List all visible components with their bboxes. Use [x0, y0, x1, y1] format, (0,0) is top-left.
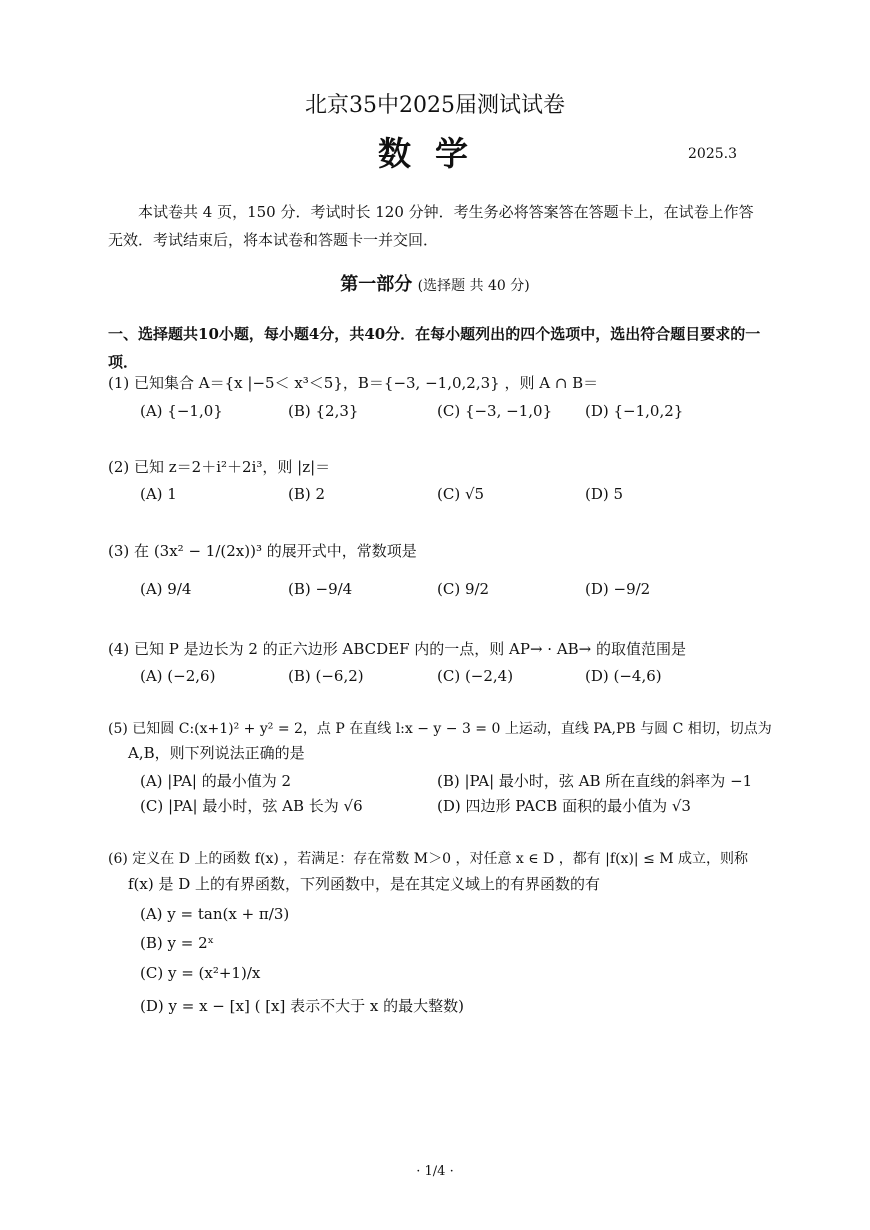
exam-date: 2025.3	[688, 146, 737, 162]
question-4-option-c: (C) (−2,4)	[437, 667, 514, 685]
question-5-option-c: (C) |PA| 最小时，弦 AB 长为 √6	[140, 797, 363, 815]
question-5-option-a: (A) |PA| 的最小值为 2	[140, 772, 292, 790]
part-title: 第一部分	[340, 274, 413, 295]
question-3-option-a: (A) 9/4	[140, 580, 192, 598]
question-2-option-d: (D) 5	[585, 485, 624, 503]
question-1-option-a: (A) {−1,0}	[140, 402, 223, 420]
question-4-option-d: (D) (−4,6)	[585, 667, 662, 685]
question-1-option-d: (D) {−1,0,2}	[585, 402, 684, 420]
question-1-option-b: (B) {2,3}	[288, 402, 359, 420]
question-2-option-b: (B) 2	[288, 485, 326, 503]
question-3-stem-prefix: (3) 在	[108, 542, 150, 560]
question-2-stem: (2) 已知 z＝2＋i²＋2i³，则 |z|＝	[108, 458, 331, 476]
question-3-option-b: (B) −9/4	[288, 580, 353, 598]
question-5-stem-line-1: (5) 已知圆 C:(x+1)² + y² = 2，点 P 在直线 l:x − y − 3 = 0 上运动，直线 PA,PB 与圆 C 相切，切点为	[108, 721, 772, 737]
question-5-stem-line-2: A,B，则下列说法正确的是	[128, 744, 305, 762]
question-3-stem-suffix: 的展开式中，常数项是	[266, 542, 417, 560]
part-heading	[0, 270, 870, 296]
question-3-expression: (3x² − 1/(2x))³	[153, 542, 262, 560]
question-3-stem	[108, 540, 417, 561]
question-6-stem-line-2: f(x) 是 D 上的有界函数，下列函数中，是在其定义域上的有界函数的有	[128, 875, 601, 893]
page-number: · 1/4 ·	[416, 1164, 454, 1179]
section-heading: 一、选择题共10小题，每小题4分，共40分．在每小题列出的四个选项中，选出符合题目要求的一项．	[108, 325, 761, 371]
part-note: (选择题 共 40 分)	[417, 278, 530, 294]
question-1-option-c: (C) {−3, −1,0}	[437, 402, 553, 420]
question-6-option-a: (A) y = tan(x + π/3)	[140, 905, 290, 923]
question-5-option-b: (B) |PA| 最小时，弦 AB 所在直线的斜率为 −1	[437, 772, 753, 790]
question-1-stem: (1) 已知集合 A＝{x |−5＜ x³＜5}，B＝{−3, −1,0,2,3} ，则 A ∩ B＝	[108, 374, 599, 392]
question-6-option-d: (D) y = x − [x] ( [x] 表示不大于 x 的最大整数)	[140, 997, 464, 1015]
question-6-option-b: (B) y = 2ˣ	[140, 934, 214, 952]
question-2-option-a: (A) 1	[140, 485, 177, 503]
exam-title: 北京35中2025届测试试卷	[305, 93, 565, 118]
question-4-option-a: (A) (−2,6)	[140, 667, 216, 685]
question-2-option-c: (C) √5	[437, 485, 485, 503]
question-4-option-b: (B) (−6,2)	[288, 667, 364, 685]
question-4-stem: (4) 已知 P 是边长为 2 的正六边形 ABCDEF 内的一点，则 AP→ · AB→ 的取值范围是	[108, 640, 687, 658]
question-3-option-d: (D) −9/2	[585, 580, 651, 598]
question-6-stem-line-1: (6) 定义在 D 上的函数 f(x) ，若满足：存在常数 M＞0 ，对任意 x ∈ D ，都有 |f(x)| ≤ M 成立，则称	[108, 851, 749, 867]
subject-title: 数学	[378, 134, 492, 173]
question-5-option-d: (D) 四边形 PACB 面积的最小值为 √3	[437, 797, 691, 815]
exam-instructions: 本试卷共 4 页，150 分．考试时长 120 分钟．考生务必将答案答在答题卡上，在试卷上作答无效．考试结束后，将本试卷和答题卡一并交回．	[108, 203, 754, 249]
question-3-option-c: (C) 9/2	[437, 580, 490, 598]
question-6-option-c: (C) y = (x²+1)/x	[140, 964, 261, 982]
